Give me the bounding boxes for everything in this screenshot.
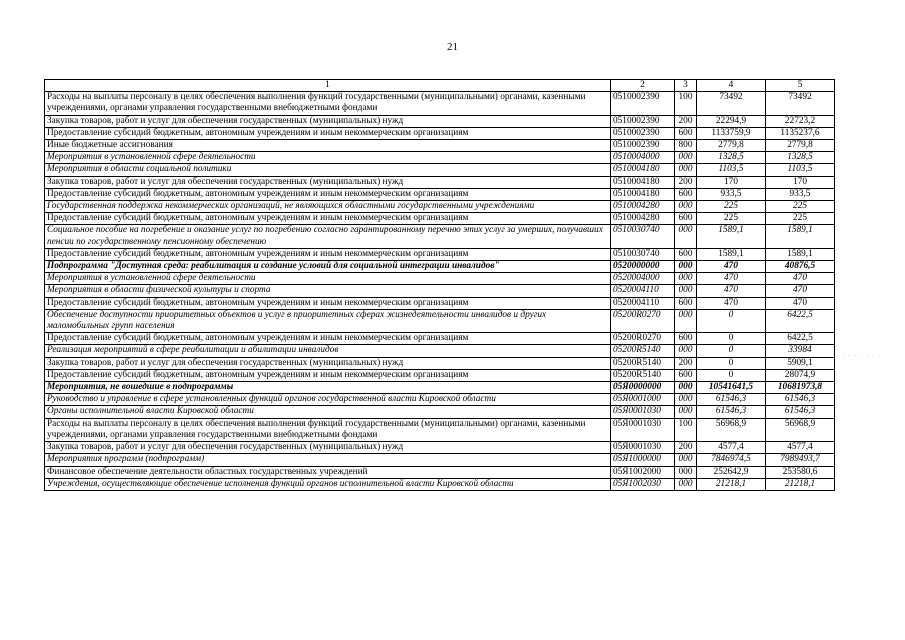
row-code-cell: 05200R5140 xyxy=(611,345,675,357)
row-value-5-cell: 225 xyxy=(766,201,835,213)
row-name-cell: Обеспечение доступности приоритетных объектов и услуг в приоритетных сферах жизнедеятельности инвалидов и других маломобильных групп населения xyxy=(45,309,611,332)
row-code-cell: 0510004000 xyxy=(611,152,675,164)
row-type-cell: 200 xyxy=(675,115,697,127)
row-value-5-cell: 7989493,7 xyxy=(766,454,835,466)
row-value-5-cell: 1589,1 xyxy=(766,225,835,248)
row-name-cell: Реализация мероприятий в сфере реабилитации и абилитации инвалидов xyxy=(45,345,611,357)
row-code-cell: 05200R0270 xyxy=(611,333,675,345)
row-code-cell: 0510002390 xyxy=(611,92,675,115)
row-name-cell: Мероприятия в установленной сфере деятельности xyxy=(45,152,611,164)
row-code-cell: 05Я0001030 xyxy=(611,442,675,454)
row-value-4-cell: 225 xyxy=(697,201,766,213)
row-value-4-cell: 470 xyxy=(697,261,766,273)
row-code-cell: 0510030740 xyxy=(611,248,675,260)
row-type-cell: 100 xyxy=(675,92,697,115)
row-value-5-cell: 1103,5 xyxy=(766,164,835,176)
row-code-cell: 0510002390 xyxy=(611,115,675,127)
row-value-4-cell: 56968,9 xyxy=(697,418,766,441)
row-value-4-cell: 0 xyxy=(697,345,766,357)
row-code-cell: 0520004110 xyxy=(611,297,675,309)
row-code-cell: 05Я0000000 xyxy=(611,382,675,394)
row-value-5-cell: 253580,6 xyxy=(766,466,835,478)
row-value-4-cell: 1328,5 xyxy=(697,152,766,164)
row-value-4-cell: 0 xyxy=(697,333,766,345)
table-row xyxy=(45,309,835,332)
table-row xyxy=(45,369,835,381)
row-value-5-cell: 56968,9 xyxy=(766,418,835,441)
row-type-cell: 600 xyxy=(675,369,697,381)
row-name-cell: Органы исполнительной власти Кировской области xyxy=(45,406,611,418)
row-type-cell: 000 xyxy=(675,261,697,273)
row-code-cell: 05Я1000000 xyxy=(611,454,675,466)
row-value-5-cell: 4577,4 xyxy=(766,442,835,454)
row-code-cell: 0510004180 xyxy=(611,188,675,200)
row-code-cell: 0510004280 xyxy=(611,213,675,225)
row-name-cell: Закупка товаров, работ и услуг для обеспечения государственных (муниципальных) нужд xyxy=(45,176,611,188)
table-row xyxy=(45,188,835,200)
row-type-cell: 000 xyxy=(675,152,697,164)
row-name-cell: Закупка товаров, работ и услуг для обеспечения государственных (муниципальных) нужд xyxy=(45,442,611,454)
table-row xyxy=(45,176,835,188)
column-header-2: 2 xyxy=(611,80,675,92)
row-name-cell: Руководство и управление в сфере установленных функций органов государственной власти Кировской области xyxy=(45,394,611,406)
row-type-cell: 000 xyxy=(675,454,697,466)
table-header-row xyxy=(45,80,835,92)
row-value-4-cell: 61546,3 xyxy=(697,394,766,406)
row-value-4-cell: 933,5 xyxy=(697,188,766,200)
table-row xyxy=(45,466,835,478)
row-type-cell: 000 xyxy=(675,201,697,213)
row-value-4-cell: 22294,9 xyxy=(697,115,766,127)
row-value-4-cell: 1589,1 xyxy=(697,225,766,248)
row-type-cell: 000 xyxy=(675,273,697,285)
row-value-4-cell: 2779,8 xyxy=(697,140,766,152)
row-type-cell: 000 xyxy=(675,394,697,406)
row-name-cell: Предоставление субсидий бюджетным, автономным учреждениям и иным некоммерческим организациям xyxy=(45,127,611,139)
row-value-5-cell: 61546,3 xyxy=(766,394,835,406)
margin-scan-artifact: · · · · · · · · xyxy=(836,352,882,360)
row-code-cell: 05200R5140 xyxy=(611,357,675,369)
row-value-5-cell: 21218,1 xyxy=(766,478,835,490)
row-value-5-cell: 225 xyxy=(766,213,835,225)
row-type-cell: 600 xyxy=(675,297,697,309)
row-code-cell: 05Я0001000 xyxy=(611,394,675,406)
row-code-cell: 0510004180 xyxy=(611,176,675,188)
row-value-4-cell: 4577,4 xyxy=(697,442,766,454)
row-type-cell: 000 xyxy=(675,466,697,478)
row-value-5-cell: 5909,1 xyxy=(766,357,835,369)
row-type-cell: 200 xyxy=(675,176,697,188)
row-value-4-cell: 1589,1 xyxy=(697,248,766,260)
row-value-4-cell: 10541641,5 xyxy=(697,382,766,394)
row-type-cell: 000 xyxy=(675,382,697,394)
row-code-cell: 05Я1002030 xyxy=(611,478,675,490)
table-row xyxy=(45,127,835,139)
table-row xyxy=(45,115,835,127)
row-code-cell: 05Я0001030 xyxy=(611,418,675,441)
table-row xyxy=(45,394,835,406)
row-type-cell: 100 xyxy=(675,418,697,441)
row-value-5-cell: 6422,5 xyxy=(766,333,835,345)
row-type-cell: 000 xyxy=(675,225,697,248)
row-value-4-cell: 470 xyxy=(697,273,766,285)
row-name-cell: Мероприятия, не вошедшие в подпрограммы xyxy=(45,382,611,394)
row-value-4-cell: 470 xyxy=(697,297,766,309)
row-name-cell: Иные бюджетные ассигнования xyxy=(45,140,611,152)
row-value-4-cell: 225 xyxy=(697,213,766,225)
row-name-cell: Закупка товаров, работ и услуг для обеспечения государственных (муниципальных) нужд xyxy=(45,115,611,127)
row-code-cell: 0520000000 xyxy=(611,261,675,273)
column-header-1: 1 xyxy=(45,80,611,92)
row-code-cell: 05Я1002000 xyxy=(611,466,675,478)
table-body xyxy=(45,92,835,491)
row-value-5-cell: 1135237,6 xyxy=(766,127,835,139)
table-row xyxy=(45,297,835,309)
row-code-cell: 0520004110 xyxy=(611,285,675,297)
table-row xyxy=(45,285,835,297)
row-name-cell: Мероприятия в области социальной политики xyxy=(45,164,611,176)
table-row xyxy=(45,333,835,345)
row-type-cell: 600 xyxy=(675,333,697,345)
row-type-cell: 600 xyxy=(675,248,697,260)
row-value-4-cell: 1103,5 xyxy=(697,164,766,176)
row-type-cell: 600 xyxy=(675,213,697,225)
row-name-cell: Предоставление субсидий бюджетным, автономным учреждениям и иным некоммерческим организациям xyxy=(45,213,611,225)
row-name-cell: Расходы на выплаты персоналу в целях обеспечения выполнения функций государственными (муниципальными) органами, казенными учреждениями, органами управления государственными внебюджетными фондами xyxy=(45,92,611,115)
row-value-5-cell: 1328,5 xyxy=(766,152,835,164)
row-code-cell: 05Я0001030 xyxy=(611,406,675,418)
row-value-4-cell: 0 xyxy=(697,357,766,369)
row-value-4-cell: 0 xyxy=(697,309,766,332)
table-row xyxy=(45,248,835,260)
table-row xyxy=(45,357,835,369)
table-row xyxy=(45,418,835,441)
row-value-5-cell: 73492 xyxy=(766,92,835,115)
table-row xyxy=(45,406,835,418)
table-row xyxy=(45,382,835,394)
column-header-5: 5 xyxy=(766,80,835,92)
row-name-cell: Расходы на выплаты персоналу в целях обеспечения выполнения функций государственными (муниципальными) органами, казенными учреждениями, органами управления государственными внебюджетными фондами xyxy=(45,418,611,441)
page-number: 21 xyxy=(447,41,458,53)
row-type-cell: 000 xyxy=(675,285,697,297)
row-code-cell: 0520004000 xyxy=(611,273,675,285)
row-code-cell: 05200R0270 xyxy=(611,309,675,332)
table-row xyxy=(45,213,835,225)
row-code-cell: 05200R5140 xyxy=(611,369,675,381)
row-value-4-cell: 0 xyxy=(697,369,766,381)
row-type-cell: 000 xyxy=(675,478,697,490)
row-name-cell: Предоставление субсидий бюджетным, автономным учреждениям и иным некоммерческим организациям xyxy=(45,369,611,381)
row-value-5-cell: 28074,9 xyxy=(766,369,835,381)
row-code-cell: 0510002390 xyxy=(611,127,675,139)
row-value-5-cell: 10681973,8 xyxy=(766,382,835,394)
row-name-cell: Финансовое обеспечение деятельности областных государственных учреждений xyxy=(45,466,611,478)
row-value-4-cell: 73492 xyxy=(697,92,766,115)
row-value-5-cell: 2779,8 xyxy=(766,140,835,152)
row-value-4-cell: 470 xyxy=(697,285,766,297)
row-code-cell: 0510004180 xyxy=(611,164,675,176)
table-row xyxy=(45,225,835,248)
row-value-5-cell: 1589,1 xyxy=(766,248,835,260)
row-type-cell: 200 xyxy=(675,442,697,454)
row-name-cell: Предоставление субсидий бюджетным, автономным учреждениям и иным некоммерческим организациям xyxy=(45,188,611,200)
row-type-cell: 000 xyxy=(675,164,697,176)
row-value-5-cell: 6422,5 xyxy=(766,309,835,332)
table-row xyxy=(45,164,835,176)
row-value-4-cell: 21218,1 xyxy=(697,478,766,490)
row-value-4-cell: 252642,9 xyxy=(697,466,766,478)
table-row xyxy=(45,261,835,273)
row-code-cell: 0510004280 xyxy=(611,201,675,213)
row-value-5-cell: 40876,5 xyxy=(766,261,835,273)
row-value-5-cell: 33984 xyxy=(766,345,835,357)
row-name-cell: Государственная поддержка некоммерческих организаций, не являющихся областными государственными учреждениями xyxy=(45,201,611,213)
row-value-5-cell: 22723,2 xyxy=(766,115,835,127)
table-row xyxy=(45,201,835,213)
row-type-cell: 800 xyxy=(675,140,697,152)
row-name-cell: Социальное пособие на погребение и оказание услуг по погребению согласно гарантированному перечню этих услуг за умерших, получавших пенсии по государственному пенсионному обеспечению xyxy=(45,225,611,248)
table-row xyxy=(45,152,835,164)
column-header-4: 4 xyxy=(697,80,766,92)
table-row xyxy=(45,92,835,115)
row-name-cell: Предоставление субсидий бюджетным, автономным учреждениям и иным некоммерческим организациям xyxy=(45,297,611,309)
table-row xyxy=(45,478,835,490)
row-value-4-cell: 61546,3 xyxy=(697,406,766,418)
row-value-5-cell: 470 xyxy=(766,273,835,285)
row-value-4-cell: 170 xyxy=(697,176,766,188)
row-name-cell: Подпрограмма "Доступная среда: реабилитация и создание условий для социальной интеграции инвалидов" xyxy=(45,261,611,273)
row-type-cell: 600 xyxy=(675,188,697,200)
row-type-cell: 000 xyxy=(675,345,697,357)
row-type-cell: 000 xyxy=(675,406,697,418)
row-name-cell: Учреждения, осуществляющие обеспечение исполнения функций органов исполнительной власти Кировской области xyxy=(45,478,611,490)
row-name-cell: Мероприятия программ (подпрограмм) xyxy=(45,454,611,466)
row-type-cell: 200 xyxy=(675,357,697,369)
row-value-5-cell: 470 xyxy=(766,285,835,297)
row-value-5-cell: 170 xyxy=(766,176,835,188)
table-row xyxy=(45,345,835,357)
row-name-cell: Мероприятия в установленной сфере деятельности xyxy=(45,273,611,285)
column-header-3: 3 xyxy=(675,80,697,92)
row-name-cell: Закупка товаров, работ и услуг для обеспечения государственных (муниципальных) нужд xyxy=(45,357,611,369)
table-row xyxy=(45,454,835,466)
table-row xyxy=(45,273,835,285)
row-code-cell: 0510030740 xyxy=(611,225,675,248)
table-row xyxy=(45,140,835,152)
row-value-5-cell: 470 xyxy=(766,297,835,309)
row-value-4-cell: 1133759,9 xyxy=(697,127,766,139)
table-row xyxy=(45,442,835,454)
row-value-5-cell: 61546,3 xyxy=(766,406,835,418)
row-name-cell: Мероприятия в области физической культуры и спорта xyxy=(45,285,611,297)
row-code-cell: 0510002390 xyxy=(611,140,675,152)
budget-table xyxy=(44,79,835,491)
row-value-4-cell: 7846974,5 xyxy=(697,454,766,466)
row-type-cell: 000 xyxy=(675,309,697,332)
row-name-cell: Предоставление субсидий бюджетным, автономным учреждениям и иным некоммерческим организациям xyxy=(45,333,611,345)
row-name-cell: Предоставление субсидий бюджетным, автономным учреждениям и иным некоммерческим организациям xyxy=(45,248,611,260)
row-type-cell: 600 xyxy=(675,127,697,139)
row-value-5-cell: 933,5 xyxy=(766,188,835,200)
